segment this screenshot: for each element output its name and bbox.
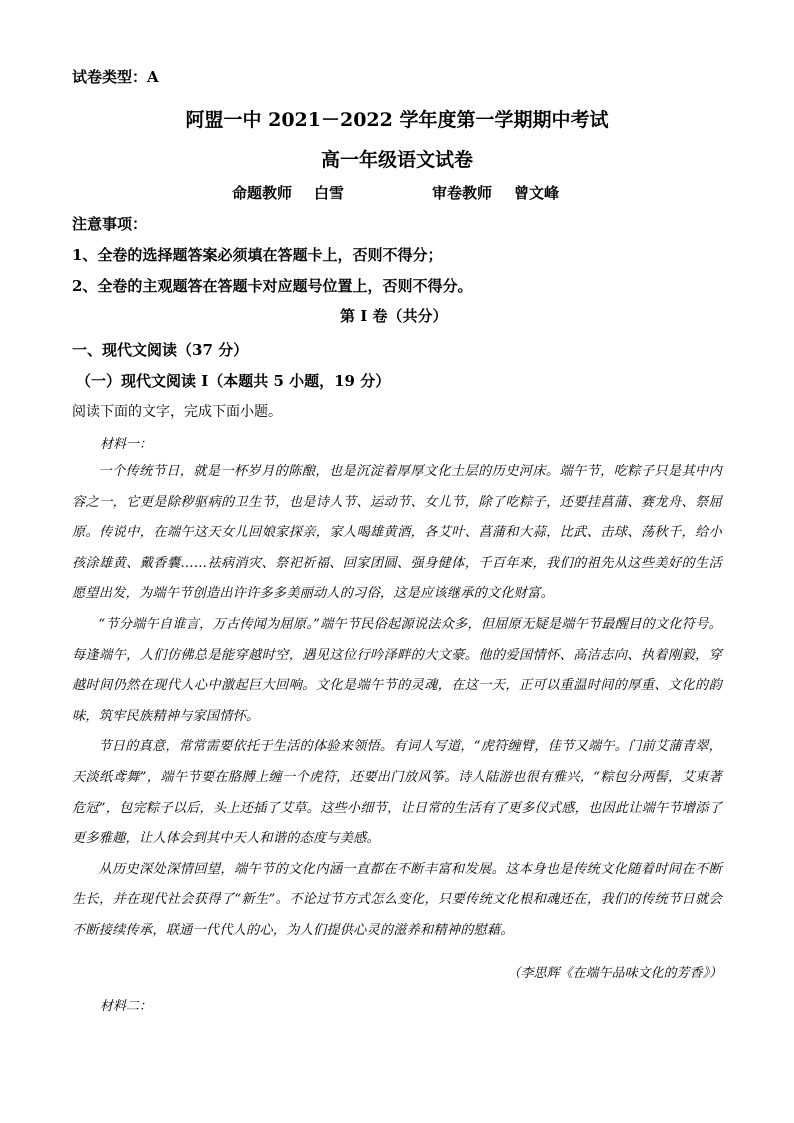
paragraph: “节分端午自谁言，万古传闻为屈原。”端午节民俗起源说法众多，但屈原无疑是端午节最醒目的文化符号。每逢端午，人们仿佛总是能穿越时空，遇见这位行吟泽畔的大文豪。他的爱国情怀、高洁志向、执着刚毅，穿越时间仍然在现代人心中激起巨大回响。文化是端午节的灵魂，在这一天，正可以重温时间的厚重、文化的韵味，筑牢民族精神与家国情怀。: [72, 616, 722, 724]
exam-title: 阿盟一中 2021－2022 学年度第一学期期中考试: [185, 109, 609, 131]
material-label: 材料一：: [100, 437, 153, 452]
notice-item: 2、全卷的主观题答在答题卡对应题号位置上，否则不得分。: [72, 277, 473, 295]
source-citation: （李思辉《在端午品味文化的芳香》）: [507, 966, 722, 981]
notice-item: 1、全卷的选择题答案必须填在答题卡上，否则不得分；: [72, 246, 443, 264]
section-heading: 一、现代文阅读（37 分）: [72, 341, 249, 359]
paragraph: 从历史深处深情回望，端午节的文化内涵一直都在不断丰富和发展。这本身也是传统文化随着时间在不断生长，并在现代社会获得了“新生”。不论过节方式怎么变化，只要传统文化根和魂还在，我们的传统节日就会不断接续传承，联通一代代人的心，为人们提供心灵的滋养和精神的慰藉。: [72, 861, 722, 938]
paragraph: 一个传统节日，就是一杯岁月的陈酿，也是沉淀着厚厚文化土层的历史河床。端午节，吃粽子只是其中内容之一，它更是除秽驱病的卫生节，也是诗人节、运动节、女儿节，除了吃粽子，还要挂菖蒲、赛龙舟、祭屈原。传说中，在端午这天女儿回娘家探亲，家人喝雄黄酒，各艾叶、菖蒲和大蒜，比武、击球、荡秋千，给小孩涂雄黄、戴香囊……祛病消灾、祭祀祈福、回家团圆、强身健体，千百年来，我们的祖先从这些美好的生活愿望出发，为端午节创造出许许多多美丽动人的习俗，这是应该继承的文化财富。: [72, 464, 722, 602]
material-one-body: [72, 457, 722, 947]
notice-heading: 注意事项：: [72, 215, 148, 233]
author-label: 命题教师: [232, 184, 293, 202]
exam-subtitle: 高一年级语文试卷: [320, 149, 473, 171]
reviewer-label: 审卷教师: [432, 184, 493, 202]
author-name: 白雪: [314, 184, 345, 202]
subsection-heading: （一）现代文阅读 I（本题共 5 小题，19 分）: [76, 372, 391, 390]
paper-type: 试卷类型：A: [72, 68, 159, 86]
paragraph: 节日的真意，常常需要依托于生活的体验来领悟。有词人写道，“虎符缠臂，佳节又端午。门前艾蒲青翠，天淡纸鸢舞”，端午节要在胳膊上缠一个虎符，还要出门放风筝。诗人陆游也很有雅兴，“粽包分两髻，艾束著危冠”，包完粽子以后，头上还插了艾草。这些小细节，让日常的生活有了更多仪式感，也因此让端午节增添了更多雅趣，让人体会到其中天人和谐的态度与美感。: [72, 739, 722, 847]
instruction-text: 阅读下面的文字，完成下面小题。: [72, 404, 282, 420]
volume-heading: 第 I 卷（共分）: [340, 307, 448, 325]
material-label: 材料二：: [100, 999, 153, 1014]
reviewer-name: 曾文峰: [514, 184, 560, 202]
